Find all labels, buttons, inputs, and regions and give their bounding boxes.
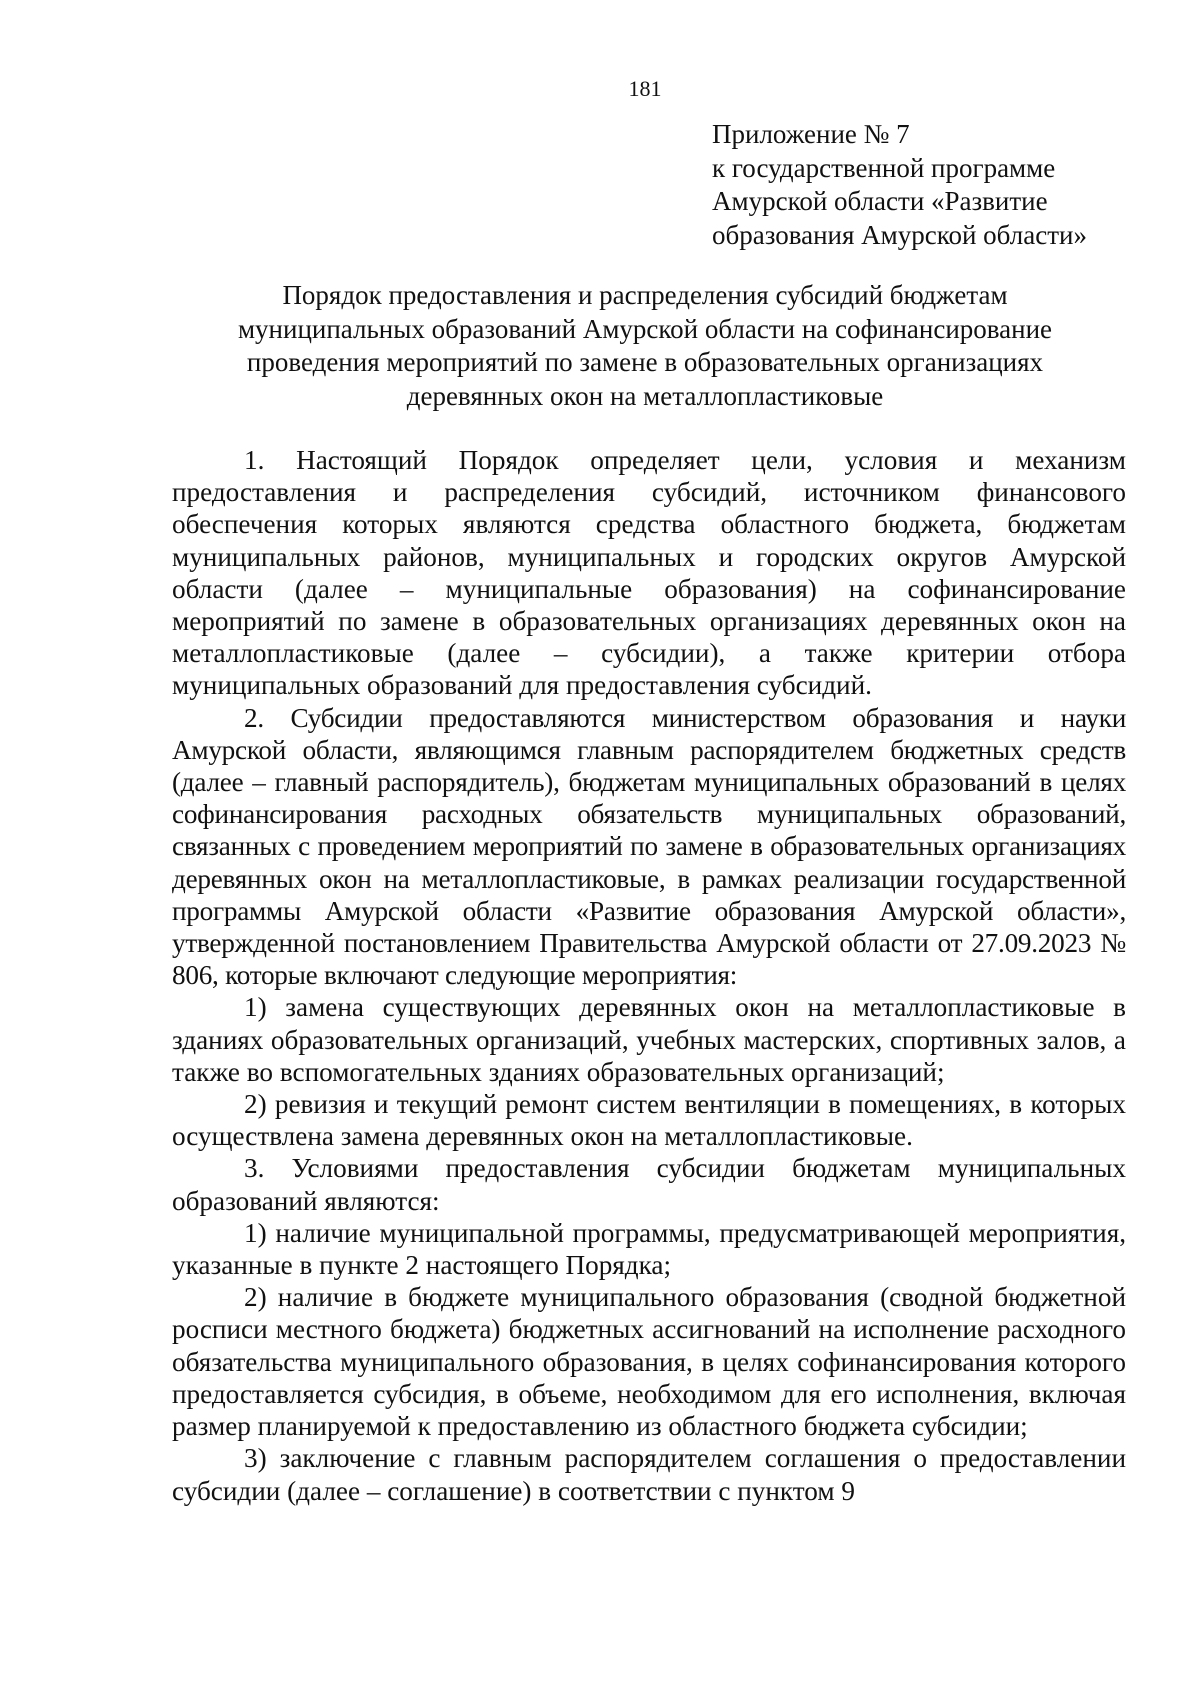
title-line: деревянных окон на металлопластиковые — [406, 380, 884, 411]
paragraph-1: 1. Настоящий Порядок определяет цели, условия и механизм предоставления и распределения субсидий, источником финансового обеспечения которых являются средства областного бюджета, бюджетам муниципальных районов, муниципальных и городских округов Амурской области (далее – муниципальные образования) на софинансирование мероприятий по замене в образовательных организациях деревянных окон на металлопластиковые (далее – субсидии), а также критерии отбора муниципальных образований для предоставления субсидий. — [172, 445, 1126, 701]
paragraph-2-item-1: 1) замена существующих деревянных окон на металлопластиковые в зданиях образовательных организаций, учебных мастерских, спортивных залов, а также во вспомогательных зданиях образовательных организаций; — [172, 992, 1126, 1087]
paragraph-2: 2. Субсидии предоставляются министерством образования и науки Амурской области, являющимся главным распорядителем бюджетных средств (далее – главный распорядитель), бюджетам муниципальных образований в целях софинансирования расходных обязательств муниципальных образований, связанных с проведением мероприятий по замене в образовательных организациях деревянных окон на металлопластиковые, в рамках реализации государственной программы Амурской области «Развитие образования Амурской области», утвержденной постановлением Правительства Амурской области от 27.09.2023 № 806, которые включают следующие мероприятия: — [172, 702, 1126, 991]
document-title — [160, 279, 1130, 413]
paragraph-3-item-3: 3) заключение с главным распорядителем соглашения о предоставлении субсидии (далее – соглашение) в соответствии с пунктом 9 — [172, 1443, 1126, 1506]
paragraph-3: 3. Условиями предоставления субсидии бюджетам муниципальных образований являются: — [172, 1153, 1126, 1216]
title-line: муниципальных образований Амурской области на софинансирование — [237, 313, 1053, 344]
appendix-line: Приложение № 7 — [712, 119, 910, 149]
page-number: 181 — [628, 76, 662, 101]
appendix-line: Амурской области «Развитие — [712, 186, 1048, 216]
document-body — [172, 444, 1126, 1507]
paragraph-3-item-1: 1) наличие муниципальной программы, предусматривающей мероприятия, указанные в пункте 2 настоящего Порядка; — [172, 1217, 1126, 1281]
appendix-line: образования Амурской области» — [712, 219, 1087, 250]
appendix-line: к государственной программе — [712, 152, 1056, 183]
appendix-header — [712, 118, 1152, 252]
paragraph-2-item-2: 2) ревизия и текущий ремонт систем вентиляции в помещениях, в которых осуществлена замена деревянных окон на металлопластиковые. — [172, 1089, 1126, 1152]
paragraph-3-item-2: 2) наличие в бюджете муниципального образования (сводной бюджетной росписи местного бюджета) бюджетных ассигнований на исполнение расходного обязательства муниципального образования, в целях софинансирования которого предоставляется субсидия, в объеме, необходимом для его исполнения, включая размер планируемой к предоставлению из областного бюджета субсидии; — [172, 1282, 1126, 1442]
title-line: Порядок предоставления и распределения субсидий бюджетам — [282, 280, 1008, 310]
title-line: проведения мероприятий по замене в образовательных организациях — [246, 347, 1044, 377]
